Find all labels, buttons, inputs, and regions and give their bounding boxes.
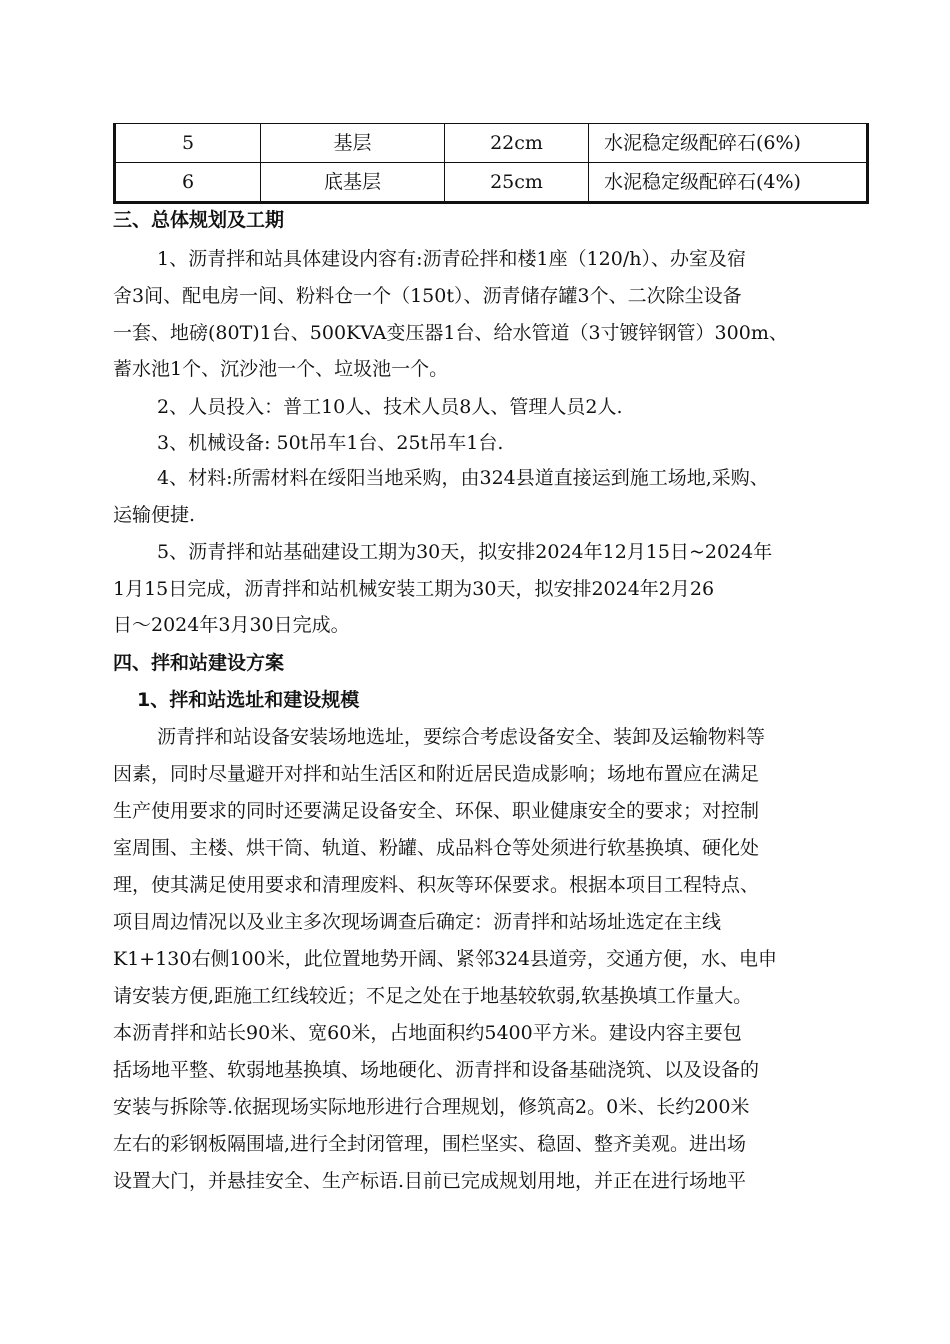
layer-table — [113, 123, 869, 204]
paragraph-line: 日～2024年3月30日完成。 — [113, 614, 350, 636]
paragraph-line: 5、沥青拌和站基础建设工期为30天，拟安排2024年12月15日~2024年 — [157, 541, 773, 563]
layer-material: 水泥稳定级配碎石(4%) — [589, 163, 868, 203]
layer-name: 基层 — [261, 124, 445, 163]
row-number: 6 — [115, 163, 261, 203]
paragraph-line: 项目周边情况以及业主多次现场调查后确定：沥青拌和站场址选定在主线 — [113, 911, 722, 933]
paragraph-line: 运输便捷. — [113, 504, 196, 526]
subsection-heading: 1、拌和站选址和建设规模 — [137, 689, 360, 711]
paragraph-line: 理，使其满足使用要求和清理废料、积灰等环保要求。根据本项目工程特点、 — [113, 874, 760, 896]
paragraph-line: 请安装方便,距施工红线较近；不足之处在于地基较软弱,软基换填工作量大。 — [113, 985, 753, 1007]
section-4-heading: 四、拌和站建设方案 — [113, 652, 285, 674]
paragraph-line: 4、材料:所需材料在绥阳当地采购，由324县道直接运到施工场地,采购、 — [157, 467, 769, 489]
paragraph-line: 因素，同时尽量避开对拌和站生活区和附近居民造成影响；场地布置应在满足 — [113, 763, 760, 785]
paragraph-line: 设置大门，并悬挂安全、生产标语.目前已完成规划用地，并正在进行场地平 — [113, 1170, 747, 1192]
paragraph-line: K1+130右侧100米，此位置地势开阔、紧邻324县道旁，交通方便，水、电申 — [113, 948, 777, 970]
row-number: 5 — [115, 124, 261, 163]
layer-name: 底基层 — [261, 163, 445, 203]
paragraph-line: 室周围、主楼、烘干筒、轨道、粉罐、成品料仓等处须进行软基换填、硬化处 — [113, 837, 760, 859]
paragraph-line: 左右的彩钢板隔围墙,进行全封闭管理，围栏坚实、稳固、整齐美观。进出场 — [113, 1133, 747, 1155]
paragraph-line: 生产使用要求的同时还要满足设备安全、环保、职业健康安全的要求；对控制 — [113, 800, 760, 822]
paragraph-line: 沥青拌和站设备安装场地选址，要综合考虑设备安全、装卸及运输物料等 — [157, 726, 766, 748]
layer-material: 水泥稳定级配碎石(6%) — [589, 124, 868, 163]
paragraph-line: 安装与拆除等.依据现场实际地形进行合理规划，修筑高2。0米、长约200米 — [113, 1096, 750, 1118]
paragraph-line: 蓄水池1个、沉沙池一个、垃圾池一个。 — [113, 358, 449, 380]
paragraph-line: 1月15日完成，沥青拌和站机械安装工期为30天，拟安排2024年2月26 — [113, 578, 715, 600]
layer-thickness: 22cm — [445, 124, 589, 163]
section-3-heading: 三、总体规划及工期 — [113, 209, 285, 231]
layer-thickness: 25cm — [445, 163, 589, 203]
paragraph-line: 舍3间、配电房一间、粉料仓一个（150t）、沥青储存罐3个、二次除尘设备 — [113, 285, 742, 307]
paragraph-line: 一套、地磅(80T)1台、500KVA变压器1台、给水管道（3寸镀锌钢管）300m、 — [113, 322, 788, 344]
table-row — [115, 163, 868, 203]
paragraph-line: 1、沥青拌和站具体建设内容有:沥青砼拌和楼1座（120/h）、办室及宿 — [157, 248, 746, 270]
paragraph-line: 2、人员投入：普工10人、技术人员8人、管理人员2人. — [157, 396, 623, 418]
paragraph-line: 3、机械设备: 50t吊车1台、25t吊车1台. — [157, 432, 504, 454]
table-row — [115, 124, 868, 163]
paragraph-line: 括场地平整、软弱地基换填、场地硬化、沥青拌和设备基础浇筑、以及设备的 — [113, 1059, 760, 1081]
paragraph-line: 本沥青拌和站长90米、宽60米，占地面积约5400平方米。建设内容主要包 — [113, 1022, 742, 1044]
